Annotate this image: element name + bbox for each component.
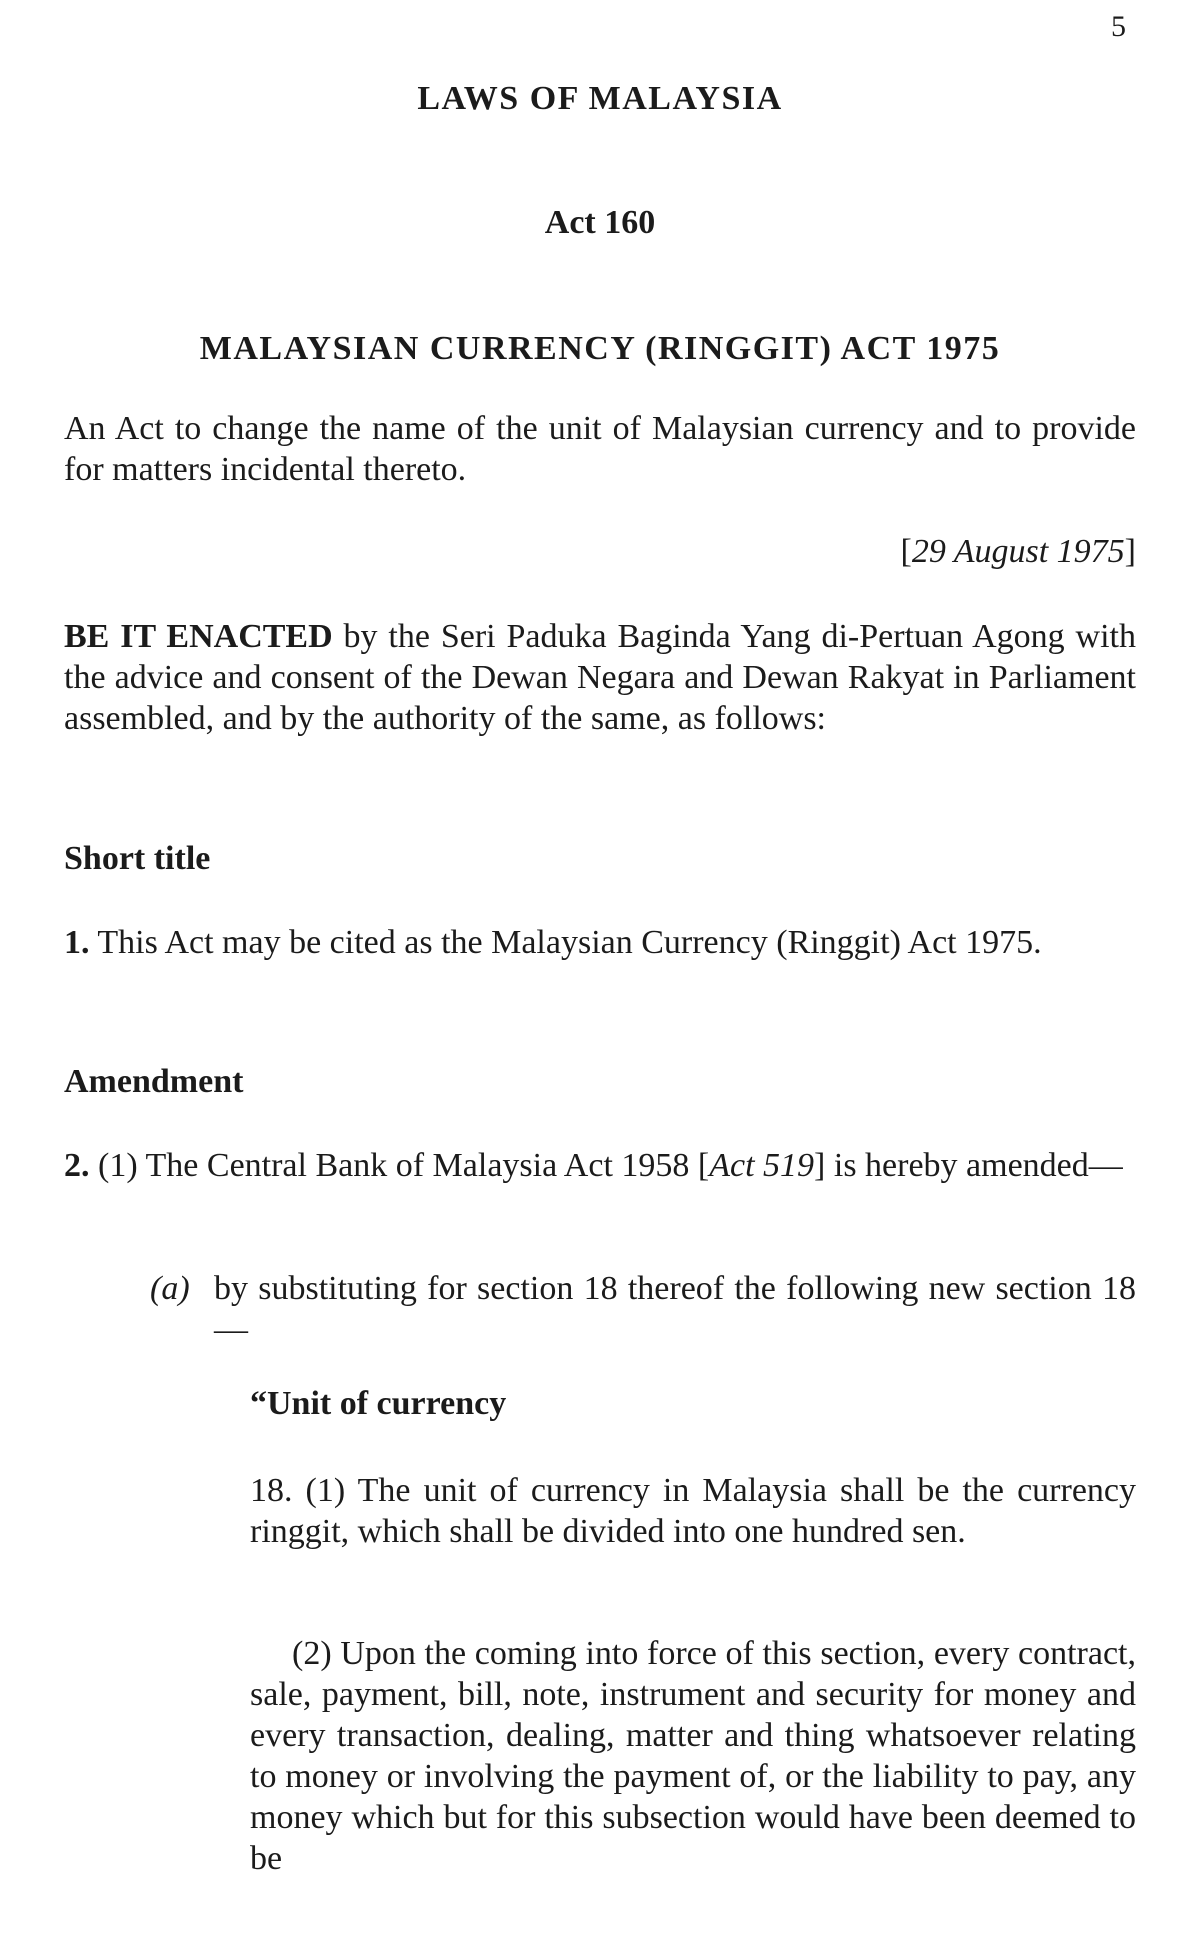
paragraph-a — [150, 1268, 1136, 1350]
enacting-text: by the Seri Paduka Baginda Yang di-Pertuan Agong with the advice and consent of the Dewan Negara and Dewan Rakyat in Parliament assembled, and by the authority of the same, as follows: — [64, 618, 1136, 737]
long-title: An Act to change the name of the unit of Malaysian currency and to provide for matters incidental thereto. — [64, 410, 1136, 488]
section-2-text-before: (1) The Central Bank of Malaysia Act 1958 [ — [89, 1147, 710, 1184]
paragraph-a-label: (a) — [150, 1270, 190, 1307]
act-number: Act 160 — [544, 204, 656, 241]
section-2-text-after: ] is hereby amended— — [814, 1147, 1123, 1184]
section-1 — [64, 922, 1136, 963]
laws-title: LAWS OF MALAYSIA — [417, 80, 783, 117]
enacting-lead: BE IT ENACTED — [64, 618, 333, 655]
page-number: 5 — [1111, 10, 1126, 43]
paragraph-a-text: by substituting for section 18 thereof the following new section 18— — [214, 1270, 1136, 1348]
short-title-heading: Short title — [64, 840, 211, 877]
section-2 — [64, 1145, 1136, 1186]
date-text: 29 August 1975 — [911, 533, 1125, 570]
act-name: MALAYSIAN CURRENCY (RINGGIT) ACT 1975 — [199, 330, 1001, 367]
quoted-subsection-1: 18. (1) The unit of currency in Malaysia shall be the currency ringgit, which shall be divided into one hundred sen. — [250, 1472, 1136, 1550]
section-2-number: 2. — [64, 1147, 90, 1184]
quoted-subsection-2: (2) Upon the coming into force of this section, every contract, sale, payment, bill, note, instrument and security for money and every transaction, dealing, matter and thing whatsoever relating to money or involving the payment of, or the liability to pay, any money which but for this subsection would have been deemed to be — [250, 1635, 1136, 1877]
enacting-clause — [64, 616, 1136, 739]
amendment-heading: Amendment — [64, 1063, 244, 1100]
quoted-section-heading: “Unit of currency — [250, 1385, 507, 1422]
date-close-bracket: ] — [1124, 533, 1136, 570]
date-open-bracket: [ — [900, 533, 912, 570]
section-1-text: This Act may be cited as the Malaysian Currency (Ringgit) Act 1975. — [89, 924, 1042, 961]
commencement-date — [901, 533, 1137, 571]
section-1-number: 1. — [64, 924, 90, 961]
section-2-act-reference: Act 519 — [709, 1147, 815, 1184]
